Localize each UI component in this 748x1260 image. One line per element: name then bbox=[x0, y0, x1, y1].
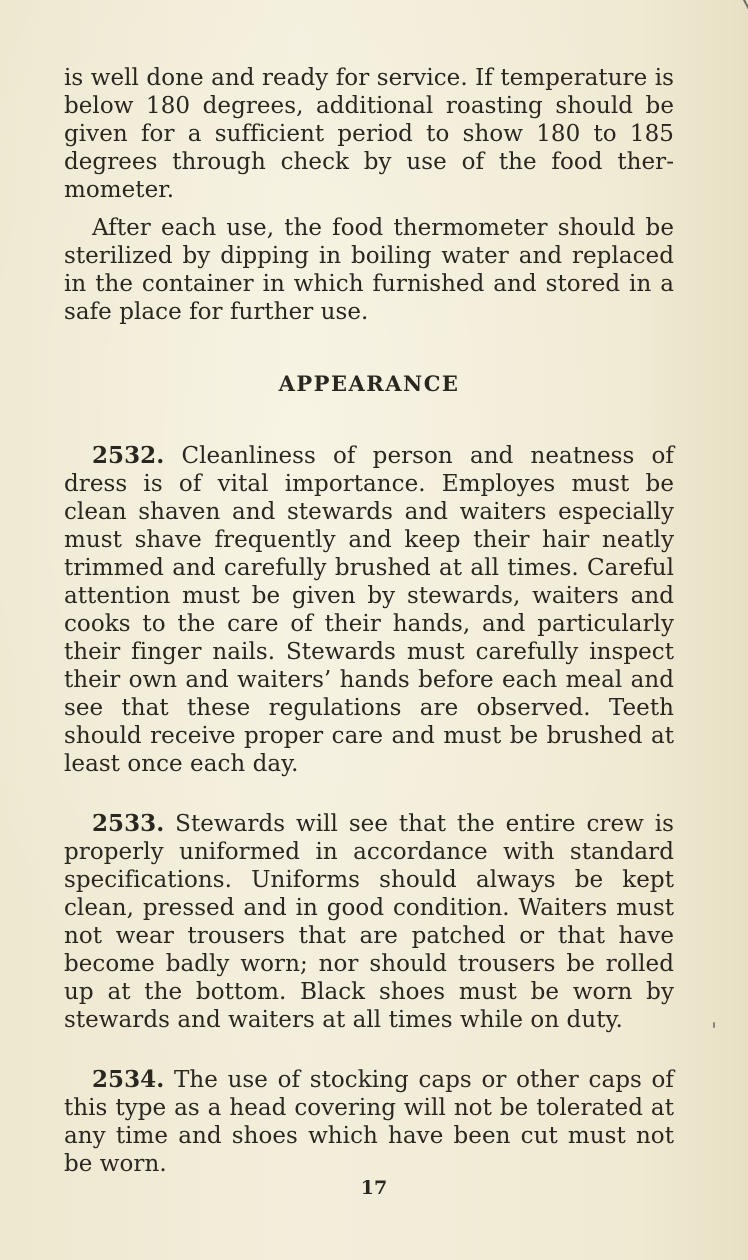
page-body bbox=[64, 60, 674, 1178]
rule-2533 bbox=[64, 810, 674, 1034]
paper-blemish bbox=[713, 1022, 715, 1028]
rule-number: 2533. bbox=[92, 810, 165, 837]
rule-number: 2532. bbox=[92, 442, 165, 469]
thermometer-paragraph: After each use, the food thermometer should be sterilized by dipping in boiling water and replaced in the container in which furnished and stored in a safe place for further use. bbox=[64, 215, 674, 325]
page-corner-fold bbox=[730, 0, 748, 40]
section-heading: APPEARANCE bbox=[278, 371, 460, 396]
rule-text: Cleanliness of person and neatness of dress is of vital importance. Employes must be clean shaven and stewards and waiters especially must shave frequently and keep their hair neatly trimmed and carefully brushed at all times. Careful attention must be given by stewards, waiters and cooks to the care of their hands, and particularly their finger nails. Stewards must carefully inspect their own and waiters’ hands before each meal and see that these regulations are observed. Teeth should receive proper care and must be brushed at least once each day. bbox=[64, 443, 674, 777]
rule-number: 2534. bbox=[92, 1066, 165, 1093]
page-number: 17 bbox=[360, 1177, 388, 1199]
rule-text: The use of stocking caps or other caps of this type as a head covering will not be tolerated at any time and shoes which have been cut must not be worn. bbox=[64, 1067, 674, 1177]
continued-paragraph: is well done and ready for service. If temperature is below 180 degrees, additional roasting should be given for a sufficient period to show 180 to 185 degrees through check by use of the food thermometer. bbox=[64, 65, 674, 203]
rule-text: Stewards will see that the entire crew is properly uniformed in accordance with standard specifications. Uniforms should always be kept clean, pressed and in good condition. Waiters must not wear trousers that are patched or that have become badly worn; nor should trousers be rolled up at the bottom. Black shoes must be worn by stewards and waiters at all times while on duty. bbox=[64, 811, 674, 1033]
rule-2532 bbox=[64, 442, 674, 778]
rule-2534 bbox=[64, 1066, 674, 1178]
